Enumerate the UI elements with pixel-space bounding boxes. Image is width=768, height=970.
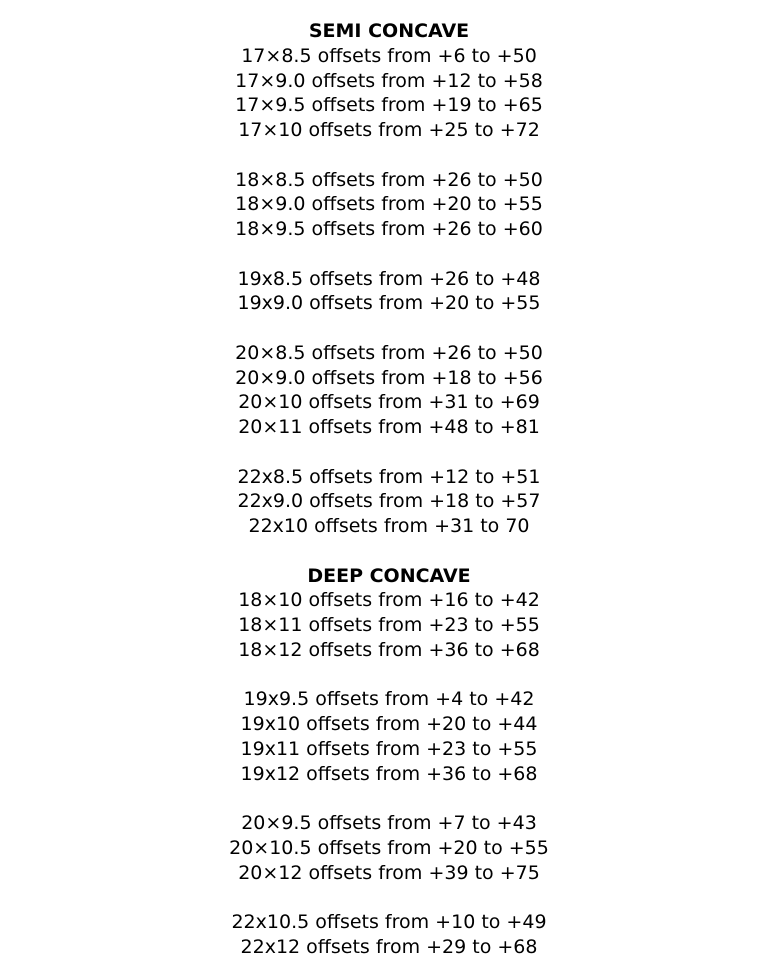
offset-line: 18×9.5 offsets from +26 to +60	[235, 218, 543, 240]
size-group-22	[0, 910, 768, 960]
size-group-18	[0, 168, 768, 242]
offset-line: 17×10 offsets from +25 to +72	[238, 119, 540, 141]
size-group-20	[0, 341, 768, 440]
offset-line: 20×12 offsets from +39 to +75	[238, 861, 540, 884]
offset-line: 17×8.5 offsets from +6 to +50	[241, 44, 537, 67]
offset-line: 22x9.0 offsets from +18 to +57	[237, 490, 541, 513]
size-group-19	[0, 687, 768, 786]
offset-line: 22x10 offsets from +31 to 70	[248, 515, 530, 537]
offset-line: 18×11 offsets from +23 to +55	[238, 614, 540, 636]
offset-line: 22x12 offsets from +29 to +68	[240, 935, 538, 958]
offset-line: 20×11 offsets from +48 to +81	[238, 416, 540, 438]
offset-line: 20×10 offsets from +31 to +69	[238, 391, 540, 414]
size-group-19	[0, 267, 768, 317]
size-group-22	[0, 465, 768, 539]
offset-line: 18×9.0 offsets from +20 to +55	[235, 193, 543, 216]
offset-line: 19x8.5 offsets from +26 to +48	[237, 267, 541, 290]
size-group-18	[0, 588, 768, 662]
offset-line: 19x10 offsets from +20 to +44	[240, 713, 538, 735]
offset-line: 20×10.5 offsets from +20 to +55	[229, 836, 549, 859]
deep-concave-section	[0, 564, 768, 960]
offset-line: 22x10.5 offsets from +10 to +49	[231, 911, 547, 933]
offset-line: 17×9.0 offsets from +12 to +58	[235, 69, 543, 92]
size-group-20	[0, 811, 768, 885]
offset-line: 19x12 offsets from +36 to +68	[240, 762, 538, 785]
size-group-17	[0, 44, 768, 143]
offset-line: 18×10 offsets from +16 to +42	[238, 589, 540, 612]
offset-line: 19x9.0 offsets from +20 to +55	[237, 292, 541, 315]
section-heading: SEMI CONCAVE	[308, 20, 470, 42]
offset-line: 20×9.0 offsets from +18 to +56	[235, 366, 543, 389]
section-heading: DEEP CONCAVE	[307, 564, 471, 587]
offset-line: 18×12 offsets from +36 to +68	[238, 638, 540, 661]
offset-line: 20×9.5 offsets from +7 to +43	[241, 812, 537, 834]
offset-line: 19x11 offsets from +23 to +55	[240, 737, 538, 760]
offset-line: 19x9.5 offsets from +4 to +42	[243, 688, 535, 711]
offset-line: 20×8.5 offsets from +26 to +50	[235, 341, 543, 364]
semi-concave-section	[0, 19, 768, 539]
offset-line: 17×9.5 offsets from +19 to +65	[235, 94, 543, 117]
offset-line: 22x8.5 offsets from +12 to +51	[237, 465, 541, 488]
offset-line: 18×8.5 offsets from +26 to +50	[235, 168, 543, 191]
